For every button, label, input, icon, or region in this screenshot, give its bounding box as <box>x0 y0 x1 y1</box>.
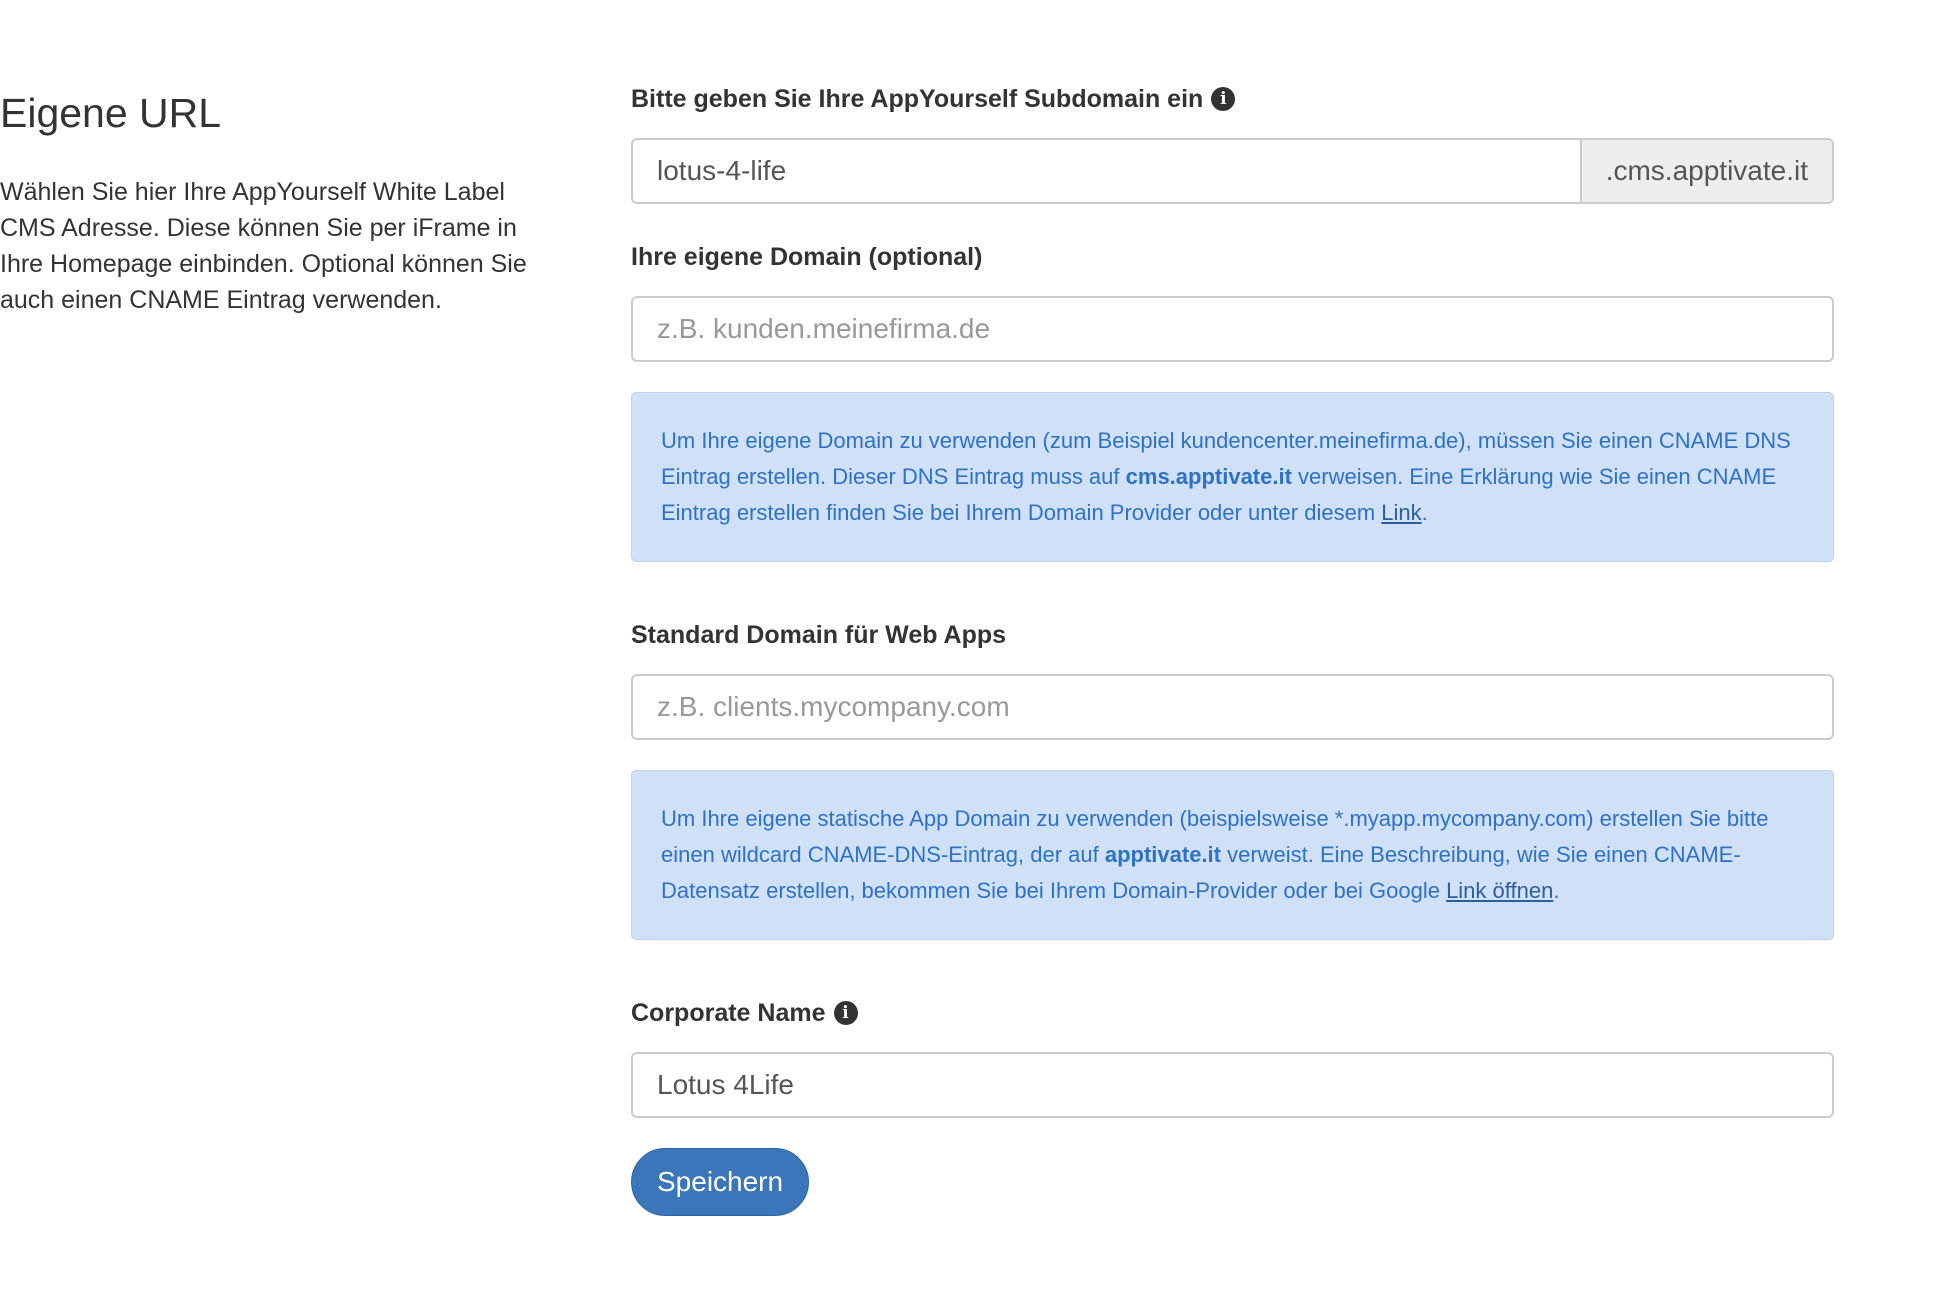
corporate-name-label: Corporate Name <box>631 999 826 1027</box>
custom-domain-input-group <box>631 296 1834 362</box>
web-apps-domain-info-alert <box>631 770 1834 940</box>
subdomain-input[interactable] <box>633 140 1580 202</box>
web-apps-domain-input-group <box>631 674 1834 740</box>
cname-help-link[interactable]: Link <box>1381 500 1422 525</box>
subdomain-suffix: .cms.apptivate.it <box>1580 140 1832 202</box>
custom-domain-label-row <box>631 240 1834 274</box>
subdomain-label-row <box>631 82 1834 116</box>
alert-text: . <box>1553 878 1560 903</box>
alert-text: verweisen. Eine Erklärung wie Sie einen CNAME Eintrag erstellen finden Sie bei Ihrem Domain Provider oder unter diesem <box>661 464 1777 525</box>
subdomain-label: Bitte geben Sie Ihre AppYourself Subdomain ein <box>631 85 1204 113</box>
corporate-name-input[interactable] <box>633 1054 1832 1116</box>
web-apps-domain-label: Standard Domain für Web Apps <box>631 621 1007 649</box>
custom-domain-info-alert <box>631 392 1834 562</box>
settings-form <box>631 82 1834 1216</box>
info-circle-icon[interactable]: i <box>1211 87 1235 111</box>
corporate-name-label-row <box>631 996 1834 1030</box>
corporate-name-input-group <box>631 1052 1834 1118</box>
intro-section <box>0 88 560 318</box>
alert-text: Um Ihre eigene Domain zu verwenden (zum Beispiel kundencenter.meinefirma.de), müssen Sie einen CNAME DNS Eintrag erstellen. Dieser DNS Eintrag muss auf <box>661 428 1791 489</box>
google-help-link[interactable]: Link öffnen <box>1446 878 1554 903</box>
alert-text: . <box>1421 500 1428 525</box>
subdomain-input-group <box>631 138 1834 204</box>
page-title: Eigene URL <box>0 90 222 136</box>
save-button[interactable]: Speichern <box>631 1148 809 1216</box>
custom-domain-label: Ihre eigene Domain (optional) <box>631 243 983 271</box>
intro-description: Wählen Sie hier Ihre AppYourself White Label CMS Adresse. Diese können Sie per iFrame in Ihre Homepage einbinden. Optional können Sie auch einen CNAME Eintrag verwenden. <box>0 178 527 314</box>
alert-bold-domain: apptivate.it <box>1104 842 1221 867</box>
alert-text: verweist. Eine Beschreibung, wie Sie einen CNAME-Datensatz erstellen, bekommen Sie bei Ihrem Domain-Provider oder bei Google <box>661 842 1741 903</box>
web-apps-domain-label-row <box>631 618 1834 652</box>
web-apps-domain-input[interactable] <box>633 676 1832 738</box>
custom-domain-input[interactable] <box>633 298 1832 360</box>
alert-bold-domain: cms.apptivate.it <box>1125 464 1292 489</box>
info-circle-icon[interactable]: i <box>834 1001 858 1025</box>
alert-text: Um Ihre eigene statische App Domain zu verwenden (beispielsweise *.myapp.mycompany.com) erstellen Sie bitte einen wildcard CNAME-DNS-Eintrag, der auf <box>661 806 1769 867</box>
